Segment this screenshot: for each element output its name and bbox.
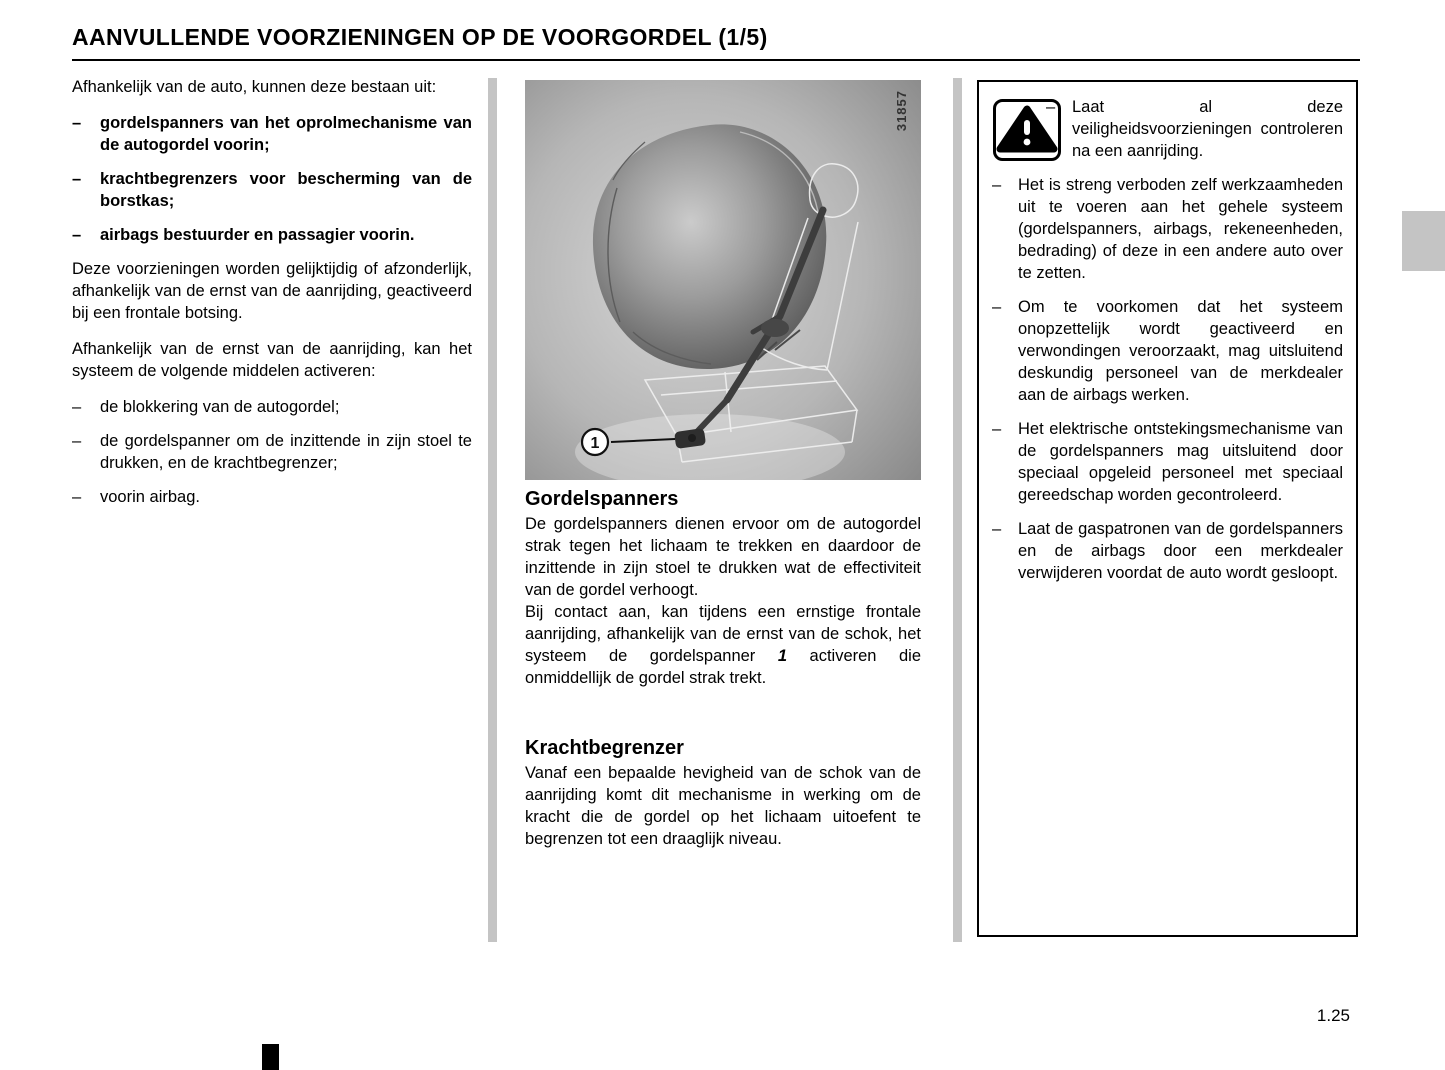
warning-item-text: Het elektrische ontstekingsmechanisme van de gordelspanners mag uitsluitend door speciaal opgeleid personeel met speciaal gereedschap worden gecontroleerd. xyxy=(1018,420,1343,504)
bullet-dash: – xyxy=(72,398,82,416)
bullet-dash: – xyxy=(72,226,82,244)
paragraph-text: Bij contact aan, kan tijdens een ernstige frontale aanrijding, afhankelijk van de ernst van de schok, het systeem de gordelspanner xyxy=(525,603,921,665)
callout-1-label: 1 xyxy=(590,435,600,452)
list-item xyxy=(72,224,472,246)
tensioner-ref-number: 1 xyxy=(777,647,788,665)
middle-column xyxy=(525,80,921,850)
warning-box xyxy=(977,80,1358,937)
warning-item xyxy=(992,296,1343,406)
section-title-gordelspanners: Gordelspanners xyxy=(525,488,679,510)
title-divider xyxy=(72,59,1360,61)
chapter-position-marker xyxy=(262,1044,279,1070)
warning-item-text: Het is streng verboden zelf werkzaamheden uit te voeren aan het gehele systeem (gordelspanners, airbags, rekeneenheden, bedrading) of deze in een andere auto over te zetten. xyxy=(1018,176,1343,282)
figure-number: 31857 xyxy=(894,90,909,132)
warning-dash: – xyxy=(992,520,1002,538)
section-title-krachtbegrenzer: Krachtbegrenzer xyxy=(525,737,684,759)
chapter-edge-tab xyxy=(1402,211,1445,271)
warning-item-text: Om te voorkomen dat het systeem onopzettelijk wordt geactiveerd en verwondingen veroorzaakt, mag uitsluitend deskundig personeel van de merkdealer aan de airbags werken. xyxy=(1018,298,1343,404)
right-column xyxy=(977,80,1358,937)
list-item-text: airbags bestuurder en passagier voorin. xyxy=(100,226,415,244)
gordelspanners-paragraph-2 xyxy=(525,601,921,689)
warning-item xyxy=(992,518,1343,584)
warning-dash: – xyxy=(992,420,1002,438)
list-item xyxy=(72,430,472,474)
column-separator-right xyxy=(953,78,962,942)
warning-dash: – xyxy=(1046,98,1056,116)
list-item-text: de gordelspanner om de inzittende in zijn stoel te drukken, en de krachtbegrenzer; xyxy=(100,432,472,472)
warning-dash: – xyxy=(992,176,1002,194)
warning-item xyxy=(992,174,1343,284)
bullet-dash: – xyxy=(72,488,82,506)
list-item-text: voorin airbag. xyxy=(100,488,200,506)
page-title: AANVULLENDE VOORZIENINGEN OP DE VOORGORDEL (1/5) xyxy=(72,24,768,50)
intro-paragraph: Afhankelijk van de auto, kunnen deze bestaan uit: xyxy=(72,78,437,96)
list-item xyxy=(72,486,472,508)
warning-item-text: Laat al deze veiligheidsvoorzieningen controleren na een aanrijding. xyxy=(1072,98,1343,160)
warning-item xyxy=(992,418,1343,506)
bullet-dash: – xyxy=(72,114,82,132)
list-item-text: krachtbegrenzers voor bescherming van de borstkas; xyxy=(100,170,472,210)
krachtbegrenzer-paragraph: Vanaf een bepaalde hevigheid van de schok van de aanrijding komt dit mechanisme in werking om de kracht die de gordel op het lichaam uitoefent te begrenzen tot een draaglijk niveau. xyxy=(525,764,921,848)
page-number: 1.25 xyxy=(1316,1006,1350,1025)
column-separator-left xyxy=(488,78,497,942)
body-paragraph: Deze voorzieningen worden gelijktijdig of afzonderlijk, afhankelijk van de ernst van de aanrijding, geactiveerd bij een frontale botsing. xyxy=(72,260,472,322)
seatbelt-airbag-figure xyxy=(525,80,921,480)
list-item xyxy=(72,168,472,212)
bullet-dash: – xyxy=(72,432,82,450)
warning-item-text: Laat de gaspatronen van de gordelspanners en de airbags door een merkdealer verwijderen voordat de auto wordt gesloopt. xyxy=(1018,520,1343,582)
body-paragraph: Afhankelijk van de ernst van de aanrijding, kan het systeem de volgende middelen activeren: xyxy=(72,340,472,380)
list-item-text: gordelspanners van het oprolmechanisme van de autogordel voorin; xyxy=(100,114,472,154)
seatbelt-airbag-illustration xyxy=(525,80,921,480)
gordelspanners-paragraph-1: De gordelspanners dienen ervoor om de autogordel strak tegen het lichaam te trekken en daardoor de inzittende in zijn stoel te drukken wat de effectiviteit van de gordel verhoogt. xyxy=(525,515,921,599)
left-column xyxy=(72,76,472,520)
bullet-dash: – xyxy=(72,170,82,188)
paragraph-text: activeren die onmiddellijk de gordel strak trekt. xyxy=(525,647,922,687)
list-item xyxy=(72,396,472,418)
list-item xyxy=(72,112,472,156)
warning-dash: – xyxy=(992,298,1002,316)
list-item-text: de blokkering van de autogordel; xyxy=(100,398,340,416)
